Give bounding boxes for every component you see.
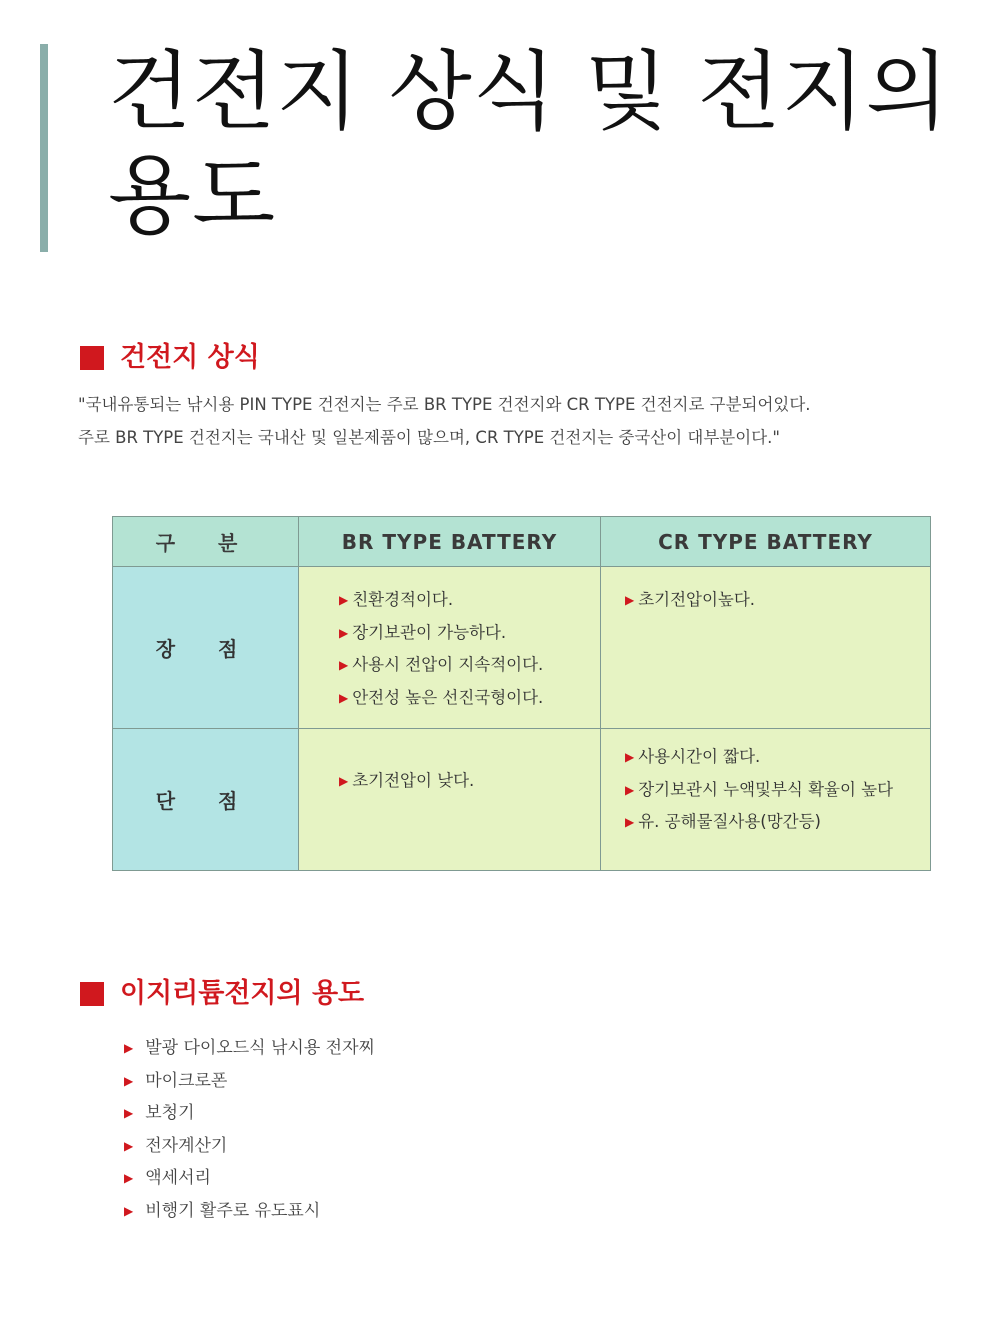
list-item: ▶ 유. 공해물질사용(망간등) <box>625 812 821 831</box>
header-category: 구 분 <box>113 517 299 567</box>
triangle-bullet-icon: ▶ <box>124 1041 134 1055</box>
intro-paragraph <box>78 388 938 454</box>
section-heading-lithium-uses <box>80 978 364 1010</box>
table-row-advantages <box>113 567 931 729</box>
triangle-bullet-icon: ▶ <box>339 625 349 640</box>
section-heading-text: 건전지 상식 <box>120 342 260 373</box>
list-item: ▶ 장기보관이 가능하다. <box>339 622 507 642</box>
title-accent-bar <box>40 44 48 252</box>
triangle-bullet-icon: ▶ <box>339 690 349 705</box>
cr-disadvantages-list <box>625 741 930 839</box>
row-label-advantages: 장 점 <box>113 567 299 729</box>
list-item: ▶ 장기보관시 누액및부식 확율이 높다 <box>625 779 894 799</box>
red-square-icon <box>80 346 104 370</box>
page-title: 건전지 상식 및 전지의 용도 <box>108 42 950 246</box>
list-item: ▶ 마이크로폰 <box>124 1070 228 1091</box>
list-item: ▶ 안전성 높은 선진국형이다. <box>339 687 544 707</box>
row-label-disadvantages: 단 점 <box>113 729 299 871</box>
lithium-uses-list <box>124 1032 375 1228</box>
intro-line: 주로 BR TYPE 건전지는 국내산 및 일본제품이 많으며, CR TYPE 건전지는 중국산이 대부분이다." <box>78 428 780 447</box>
triangle-bullet-icon: ▶ <box>625 815 635 829</box>
triangle-bullet-icon: ▶ <box>339 593 349 607</box>
triangle-bullet-icon: ▶ <box>339 774 349 788</box>
list-item: ▶ 비행기 활주로 유도표시 <box>124 1200 321 1221</box>
header-br-type: BR TYPE BATTERY <box>299 517 601 567</box>
cell-cr-disadvantages <box>601 729 931 871</box>
triangle-bullet-icon: ▶ <box>339 658 349 672</box>
triangle-bullet-icon: ▶ <box>124 1106 134 1121</box>
triangle-bullet-icon: ▶ <box>124 1171 134 1186</box>
cell-cr-advantages <box>601 567 931 729</box>
cell-br-advantages <box>299 567 601 729</box>
section-heading-battery-basics <box>80 342 260 374</box>
intro-line: "국내유통되는 낚시용 PIN TYPE 건전지는 주로 BR TYPE 건전지와 CR TYPE 건전지로 구분되어있다. <box>78 395 811 414</box>
list-item: ▶ 친환경적이다. <box>339 590 454 609</box>
list-item: ▶ 액세서리 <box>124 1168 211 1189</box>
table-row-disadvantages <box>113 729 931 871</box>
battery-comparison-table <box>112 516 931 871</box>
cell-br-disadvantages <box>299 729 601 871</box>
list-item: ▶ 발광 다이오드식 낚시용 전자찌 <box>124 1038 375 1058</box>
triangle-bullet-icon: ▶ <box>124 1073 134 1088</box>
triangle-bullet-icon: ▶ <box>625 593 635 607</box>
list-item: ▶ 초기전압이높다. <box>625 590 756 609</box>
triangle-bullet-icon: ▶ <box>124 1138 134 1153</box>
list-item: ▶ 전자계산기 <box>124 1135 228 1156</box>
list-item: ▶ 보청기 <box>124 1103 195 1124</box>
br-advantages-list <box>339 584 600 714</box>
list-item: ▶ 사용시간이 짧다. <box>625 747 761 766</box>
triangle-bullet-icon: ▶ <box>625 750 635 764</box>
cr-advantages-list <box>625 584 930 617</box>
header-cr-type: CR TYPE BATTERY <box>601 517 931 567</box>
br-disadvantages-list <box>339 765 600 798</box>
red-square-icon <box>80 982 104 1006</box>
list-item: ▶ 사용시 전압이 지속적이다. <box>339 655 544 674</box>
section-heading-text: 이지리튬전지의 용도 <box>120 978 365 1009</box>
list-item: ▶ 초기전압이 낮다. <box>339 771 475 790</box>
triangle-bullet-icon: ▶ <box>124 1203 134 1218</box>
triangle-bullet-icon: ▶ <box>625 782 635 797</box>
table-header-row <box>113 517 931 567</box>
